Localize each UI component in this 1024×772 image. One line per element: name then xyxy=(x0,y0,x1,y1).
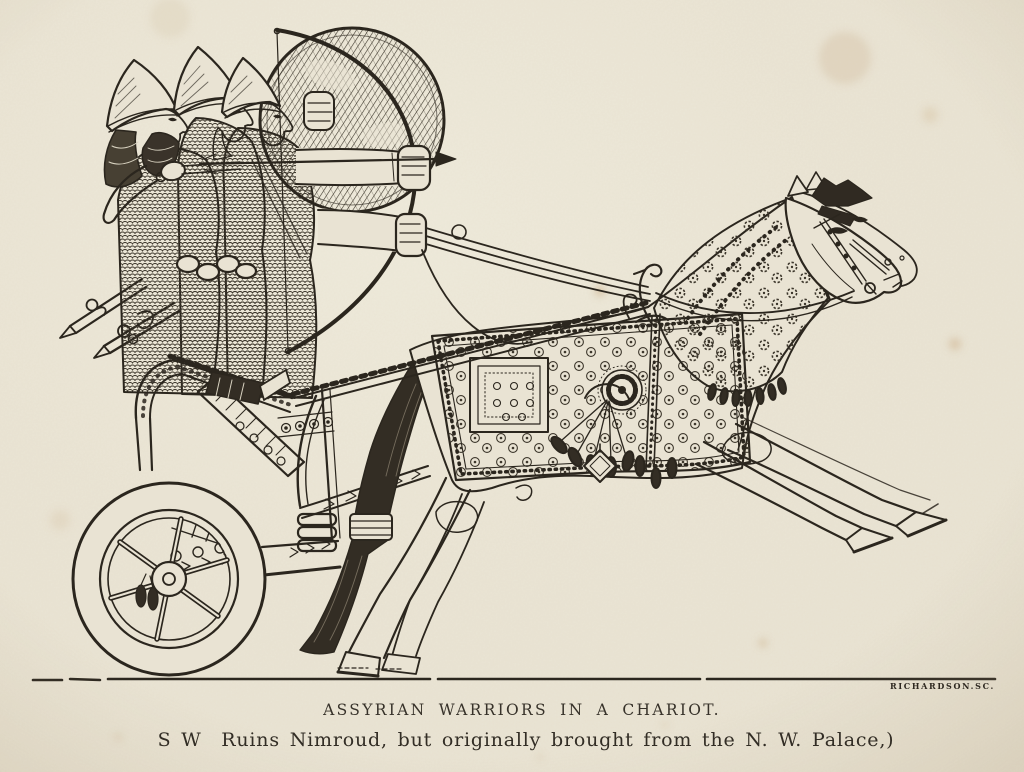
caption-subtitle: S W Ruins Nimroud, but originally brought from the N. W. Palace,) xyxy=(157,729,895,751)
caption-title: ASSYRIAN WARRIORS IN A CHARIOT. xyxy=(323,701,721,719)
engraver-credit: RICHARDSON.SC. xyxy=(889,681,995,691)
